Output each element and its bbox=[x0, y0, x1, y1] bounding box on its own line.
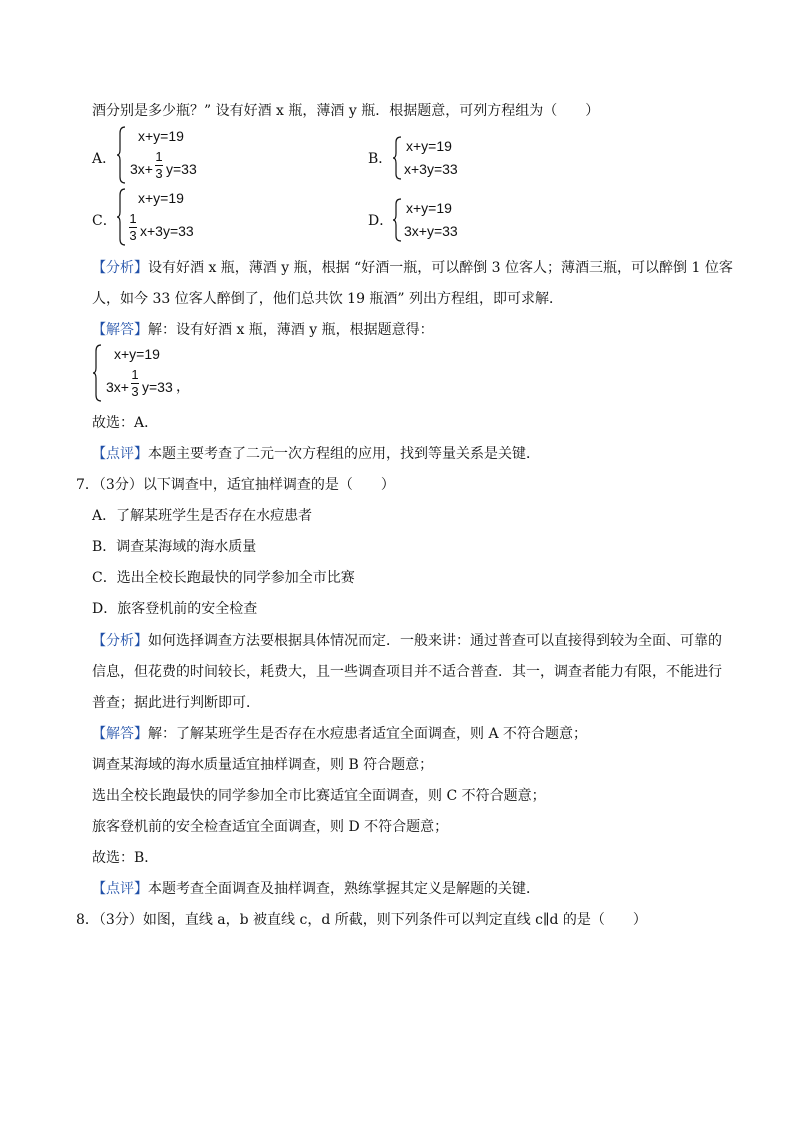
q6-answer-line-1 bbox=[92, 321, 434, 339]
q6-analysis-text-1: 设有好酒 x 瓶，薄酒 y 瓶，根据 “好酒一瓶，可以醉倒 3 位客人；薄酒三瓶，可以醉倒 1 位客 bbox=[148, 260, 733, 276]
q6-option-a-eq2-post: y=33 bbox=[166, 161, 197, 177]
q6-option-d-eq1: x+y=19 bbox=[406, 200, 452, 216]
q7-answer-text-1: 解：了解某班学生是否存在水痘患者适宜全面调查，则 A 不符合题意； bbox=[148, 726, 588, 742]
q6-stem-tail: 酒分别是多少瓶？” 设有好酒 x 瓶，薄酒 y 瓶．根据题意，可列方程组为（ ） bbox=[92, 103, 600, 119]
brace-icon bbox=[116, 188, 126, 246]
comment-label: 【点评】 bbox=[92, 881, 148, 897]
q7-answer-line-2: 调查某海域的海水质量适宜抽样调查，则 B 符合题意； bbox=[92, 757, 434, 773]
q6-option-a-eq1: x+y=19 bbox=[138, 128, 184, 144]
q6-option-a-system bbox=[116, 126, 236, 184]
analysis-label: 【分析】 bbox=[92, 260, 148, 276]
q7-option-a: A．了解某班学生是否存在水痘患者 bbox=[92, 508, 313, 524]
q6-answer-comma: ， bbox=[176, 378, 190, 394]
q6-option-a-label: A． bbox=[92, 151, 117, 167]
q6-option-d-system bbox=[392, 198, 512, 242]
q7-answer-line-1 bbox=[92, 725, 587, 743]
q7-analysis-line-3: 普查；据此进行判断即可． bbox=[92, 695, 260, 711]
q6-answer-eq2-pre: 3x+ bbox=[106, 379, 129, 395]
fraction-numerator: 1 bbox=[155, 149, 163, 164]
q6-comment-line bbox=[92, 445, 540, 463]
q6-option-b-eq1: x+y=19 bbox=[406, 138, 452, 154]
answer-label: 【解答】 bbox=[92, 726, 148, 742]
q6-analysis-line-1 bbox=[92, 259, 733, 277]
q7-comment-text: 本题考查全面调查及抽样调查，熟练掌握其定义是解题的关键． bbox=[148, 881, 540, 897]
q6-option-b-eq2: x+3y=33 bbox=[404, 161, 458, 177]
q7-analysis-text-1: 如何选择调查方法要根据具体情况而定．一般来讲：通过普查可以直接得到较为全面、可靠的 bbox=[148, 633, 722, 649]
q7-answer-line-4: 旅客登机前的安全检查适宜全面调查，则 D 不符合题意； bbox=[92, 819, 449, 835]
q6-answer-text-1: 解：设有好酒 x 瓶，薄酒 y 瓶，根据题意得： bbox=[148, 322, 434, 338]
q6-option-b-label: B． bbox=[368, 151, 393, 167]
q6-option-c-eq1: x+y=19 bbox=[138, 190, 184, 206]
q6-option-b-system bbox=[392, 136, 512, 180]
fraction-denominator: 3 bbox=[131, 384, 139, 399]
q7-option-c: C．选出全校长跑最快的同学参加全市比赛 bbox=[92, 570, 355, 586]
q6-analysis-line-2: 人，如今 33 位客人醉倒了，他们总共饮 19 瓶酒” 列出方程组，即可求解． bbox=[92, 291, 564, 307]
q7-comment-line bbox=[92, 880, 540, 898]
q7-stem: 7．（3分）以下调查中，适宜抽样调查的是（ ） bbox=[76, 477, 395, 493]
fraction-numerator: 1 bbox=[131, 367, 139, 382]
comment-label: 【点评】 bbox=[92, 446, 148, 462]
q6-option-d-label: D． bbox=[368, 213, 394, 229]
q6-option-d-eq2: 3x+y=33 bbox=[404, 223, 458, 239]
q6-answer-system bbox=[92, 344, 232, 402]
fraction-numerator: 1 bbox=[129, 211, 137, 226]
q6-option-a-eq2-pre: 3x+ bbox=[130, 161, 153, 177]
fraction-denominator: 3 bbox=[155, 166, 163, 181]
q6-option-c-eq2-post: x+3y=33 bbox=[140, 223, 194, 239]
brace-icon bbox=[392, 136, 402, 180]
answer-label: 【解答】 bbox=[92, 322, 148, 338]
q7-answer-line-3: 选出全校长跑最快的同学参加全市比赛适宜全面调查，则 C 不符合题意； bbox=[92, 788, 546, 804]
q6-option-c-label: C． bbox=[92, 213, 117, 229]
q7-choose: 故选：B． bbox=[92, 850, 159, 866]
brace-icon bbox=[392, 198, 402, 242]
q8-stem: 8．（3分）如图，直线 a，b 被直线 c，d 所截，则下列条件可以判定直线 c∥d 的是（ ） bbox=[76, 912, 647, 928]
q7-analysis-line-1 bbox=[92, 632, 722, 650]
q7-analysis-line-2: 信息，但花费的时间较长，耗费大，且一些调查项目并不适合普查．其一，调查者能力有限，不能进行 bbox=[92, 664, 722, 680]
q6-answer-eq1: x+y=19 bbox=[114, 346, 160, 362]
q7-option-b: B．调查某海域的海水质量 bbox=[92, 539, 257, 555]
q6-option-c-system bbox=[116, 188, 236, 246]
fraction-denominator: 3 bbox=[129, 228, 137, 243]
brace-icon bbox=[92, 344, 102, 402]
q6-choose: 故选：A． bbox=[92, 415, 159, 431]
q7-option-d: D．旅客登机前的安全检查 bbox=[92, 601, 258, 617]
brace-icon bbox=[116, 126, 126, 184]
q6-comment-text: 本题主要考查了二元一次方程组的应用，找到等量关系是关键． bbox=[148, 446, 540, 462]
q6-answer-eq2-post: y=33 bbox=[142, 379, 173, 395]
analysis-label: 【分析】 bbox=[92, 633, 148, 649]
